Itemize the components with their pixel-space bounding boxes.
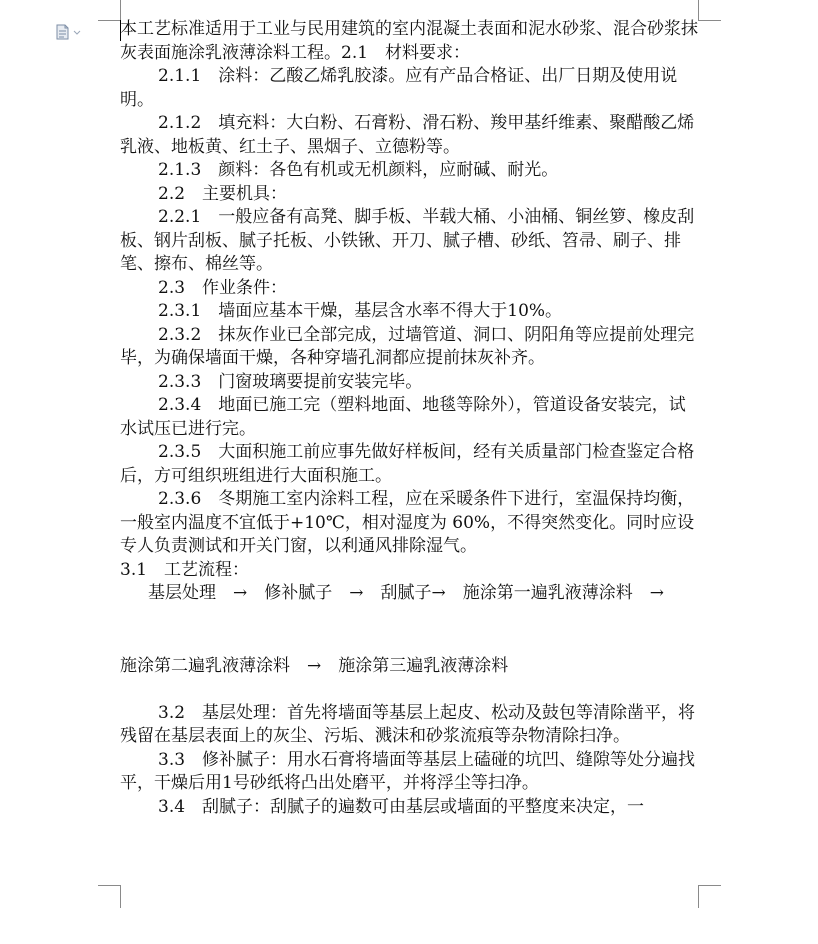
section-2-1-3: 2.1.3 颜料：各色有机或无机颜料，应耐碱、耐光。 bbox=[158, 160, 559, 180]
section-2-3-1: 2.3.1 墙面应基本干燥，基层含水率不得大于10%。 bbox=[158, 301, 563, 321]
section-2-1-1: 2.1.1 涂料：乙酸乙烯乳胶漆。应有产品合格证、出厂日期及使用说明。 bbox=[120, 66, 678, 110]
section-2-3-5: 2.3.5 大面积施工前应事先做好样板间，经有关质量部门检查鉴定合格后，方可组织班组进行大面积施工。 bbox=[120, 442, 695, 486]
process-flow-line-1: 基层处理 → 修补腻子 → 刮腻子→ 施涂第一遍乳液薄涂料 → bbox=[148, 583, 664, 603]
section-2-1-2: 2.1.2 填充料：大白粉、石膏粉、滑石粉、羧甲基纤维素、聚醋酸乙烯乳液、地板黄、红土子、黑烟子、立德粉等。 bbox=[120, 113, 695, 157]
section-3-2: 3.2 基层处理：首先将墙面等基层上起皮、松动及鼓包等清除凿平，将残留在基层表面上的灰尘、污垢、溅沫和砂浆流痕等杂物清除扫净。 bbox=[120, 702, 696, 746]
intro-paragraph: 本工艺标准适用于工业与民用建筑的室内混凝土表面和泥水砂浆、混合砂浆抹灰表面施涂乳液薄涂料工程。2.1 材料要求： bbox=[120, 19, 698, 63]
section-2-2-1: 2.2.1 一般应备有高凳、脚手板、半载大桶、小油桶、铜丝箩、橡皮刮板、钢片刮板、腻子托板、小铁锹、开刀、腻子槽、砂纸、笤帚、刷子、排笔、擦布、棉丝等。 bbox=[120, 207, 695, 274]
section-3-4: 3.4 刮腻子：刮腻子的遍数可由基层或墙面的平整度来决定，一 bbox=[158, 796, 645, 817]
document-body[interactable] bbox=[120, 18, 700, 819]
section-3-1-heading: 3.1 工艺流程： bbox=[120, 559, 250, 580]
section-2-3-4: 2.3.4 地面已施工完（塑料地面、地毯等除外），管道设备安装完，试水试压已进行完。 bbox=[120, 395, 686, 439]
page-corner-mark-bottom-right bbox=[698, 885, 721, 908]
section-2-3-heading: 2.3 作业条件： bbox=[158, 277, 288, 298]
process-flow-line-2: 施涂第二遍乳液薄涂料 → 施涂第三遍乳液薄涂料 bbox=[120, 655, 509, 676]
page-corner-mark-bottom-left bbox=[98, 885, 121, 908]
page-corner-mark-top-right bbox=[698, 0, 721, 21]
section-2-3-2: 2.3.2 抹灰作业已全部完成，过墙管道、洞口、阴阳角等应提前处理完毕，为确保墙面干燥，各种穿墙孔洞都应提前抹灰补齐。 bbox=[120, 324, 695, 368]
blank-line bbox=[120, 606, 700, 655]
page-corner-mark-top-left bbox=[98, 0, 121, 21]
section-2-3-6: 2.3.6 冬期施工室内涂料工程，应在采暖条件下进行，室温保持均衡，一般室内温度不宜低于+10℃，相对湿度为 60%，不得突然变化。同时应设专人负责测试和开关门窗，以利通风排除湿气。 bbox=[120, 489, 695, 556]
document-icon[interactable] bbox=[56, 24, 84, 40]
section-3-3: 3.3 修补腻子：用水石膏将墙面等基层上磕碰的坑凹、缝隙等处分遍找平，干燥后用1号砂纸将凸出处磨平，并将浮尘等扫净。 bbox=[120, 749, 696, 793]
section-2-3-3: 2.3.3 门窗玻璃要提前安装完毕。 bbox=[158, 371, 423, 392]
section-2-2-heading: 2.2 主要机具： bbox=[158, 183, 288, 204]
blank-line bbox=[120, 678, 700, 702]
